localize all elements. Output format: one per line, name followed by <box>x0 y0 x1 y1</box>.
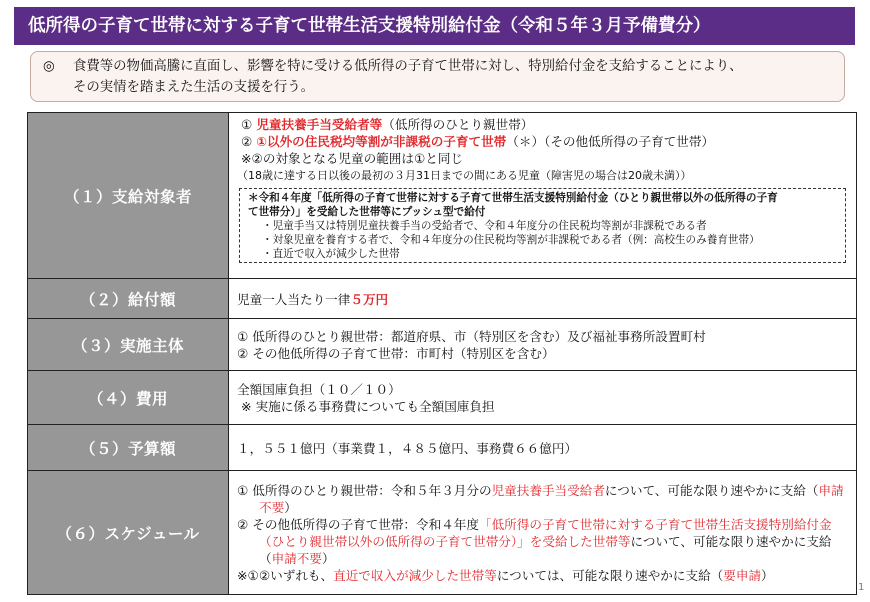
push-payment-box <box>239 188 846 263</box>
push-payment-item: ・対象児童を養育する者で、令和４年度分の住民税均等割が非課税である者（例：高校生のみ養育世帯） <box>262 234 760 246</box>
row-content-eligibility <box>229 113 857 279</box>
schedule-note: ※①②いずれも、直近で収入が減少した世帯等については、可能な限り速やかに支給（要申請） <box>237 568 774 583</box>
row-label-cost: （４）費用 <box>28 371 229 425</box>
push-payment-heading: ＊令和４年度「低所得の子育て世帯に対する子育て世帯生活支援特別給付金（ひとり親世帯以外の低所得の子育 <box>248 192 778 204</box>
table-row <box>28 113 857 279</box>
push-payment-item: ・児童手当又は特別児童扶養手当の受給者で、令和４年度分の住民税均等割が非課税である者 <box>262 220 707 232</box>
row-content-amount: 児童一人当たり一律５万円 <box>229 279 857 319</box>
row-content-implementer: ① 低所得のひとり親世帯：都道府県、市（特別区を含む）及び福祉事務所設置町村 ② その他低所得の子育て世帯：市町村（特別区を含む） <box>229 319 857 371</box>
benefit-table <box>27 112 857 595</box>
schedule-item-2: ② その他低所得の子育て世帯：令和４年度「低所得の子育て世帯に対する子育て世帯生活支援特別給付金（ひとり親世帯以外の低所得の子育て世帯分）」を受給した世帯等について、可能な限り速やかに支給（申請不要） <box>237 517 832 566</box>
push-payment-heading-2: て世帯分）」を受給した世帯等にプッシュ型で給付 <box>248 206 486 218</box>
row-content-schedule <box>229 471 857 595</box>
table-row <box>28 471 857 595</box>
summary-line-1: ◎ 食費等の物価高騰に直面し、影響を特に受ける低所得の子育て世帯に対し、特別給付金を支給することにより、 <box>43 56 834 77</box>
summary-line-2: その実情を踏まえた生活の支援を行う。 <box>73 80 315 95</box>
row-content-cost: 全額国庫負担（１０／１０） ※ 実施に係る事務費についても全額国庫負担 <box>229 371 857 425</box>
schedule-item-1: ① 低所得のひとり親世帯：令和５年３月分の児童扶養手当受給者について、可能な限り速やかに支給（申請不要） <box>237 483 844 515</box>
row-label-schedule: （６）スケジュール <box>28 471 229 595</box>
double-circle-icon: ◎ <box>43 59 55 74</box>
row-content-budget: １，５５１億円（事業費１，４８５億円、事務費６６億円） <box>229 425 857 471</box>
eligibility-item-2: ② ①以外の住民税均等割が非課税の子育て世帯（＊）（その他低所得の子育て世帯） <box>241 134 715 149</box>
table-row <box>28 319 857 371</box>
table-row <box>28 371 857 425</box>
row-label-budget: （５）予算額 <box>28 425 229 471</box>
eligibility-note: ※②の対象となる児童の範囲は①と同じ <box>241 151 464 166</box>
eligibility-age-note: （18歳に達する日以後の最初の３月31日までの間にある児童（障害児の場合は20歳未満）） <box>237 169 692 182</box>
row-label-amount: （２）給付額 <box>28 279 229 319</box>
row-label-eligibility: （１）支給対象者 <box>28 113 229 279</box>
amount-value: ５万円 <box>350 291 389 307</box>
page-number: 1 <box>858 582 865 593</box>
page-title: 低所得の子育て世帯に対する子育て世帯生活支援特別給付金（令和５年３月予備費分） <box>14 7 855 45</box>
summary-box <box>30 51 845 102</box>
table-row <box>28 279 857 319</box>
table-row <box>28 425 857 471</box>
row-label-implementer: （３）実施主体 <box>28 319 229 371</box>
eligibility-item-1: ① 児童扶養手当受給者等（低所得のひとり親世帯） <box>241 117 534 132</box>
push-payment-item: ・直近で収入が減少した世帯 <box>262 248 400 260</box>
